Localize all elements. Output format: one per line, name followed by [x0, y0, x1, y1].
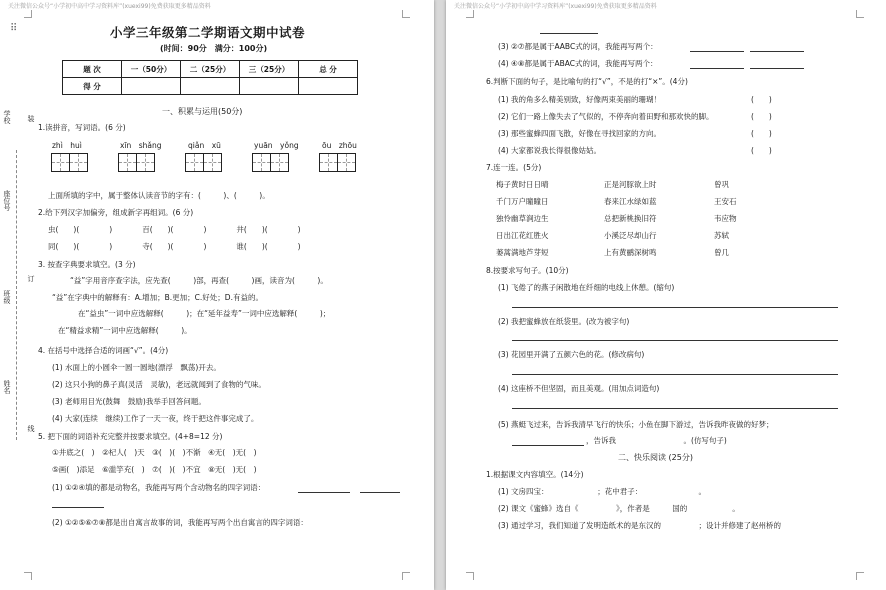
margin-label-class: 班级	[3, 290, 11, 304]
writing-grid-box[interactable]	[185, 153, 204, 172]
match-item-middle[interactable]: 正是河豚欲上时	[604, 180, 657, 189]
question-2-row: 同( )( ) 寺( )( ) 谁( )( )	[48, 242, 301, 251]
writing-grid-box[interactable]	[270, 153, 289, 172]
match-item-left[interactable]: 日出江花红胜火	[496, 231, 549, 240]
margin-label-seat: 座位号	[3, 190, 11, 211]
question-7: 7.连一连。(5分)	[486, 163, 542, 172]
judge-blank[interactable]: ( )	[751, 146, 772, 155]
answer-line[interactable]	[512, 340, 838, 341]
question-9-line: (2) 课文《蜜蜂》选自《 》，作者是 国的 。	[498, 504, 740, 513]
match-item-middle[interactable]: 上有黄鹂深树鸣	[604, 248, 657, 257]
answer-blank[interactable]	[750, 51, 804, 52]
answer-line[interactable]	[512, 307, 838, 308]
question-3-line: 在“精益求精”一词中应选解释( )。	[58, 326, 192, 335]
question-5-row: ⑤画( )添足 ⑥滥竽充( ) ⑦( )( )不宜 ⑧无( )无( )	[52, 465, 257, 474]
match-item-right[interactable]: 曾几	[714, 248, 729, 257]
exam-title: 小学三年级第二学期语文期中试卷	[110, 25, 306, 40]
match-item-left[interactable]: 梅子黄时日日晴	[496, 180, 549, 189]
answer-blank[interactable]	[690, 51, 744, 52]
match-item-left[interactable]: 蒌蒿满地芦芽短	[496, 248, 549, 257]
answer-blank[interactable]	[750, 68, 804, 69]
score-cell[interactable]	[181, 78, 240, 95]
page-header-watermark: 关注微信公众号“小学初中高中学习资料库”(xuexi99)免费获取更多精品资料	[8, 3, 211, 10]
question-5-row: ①井底之( ) ②杞人( )天 ③( )( )不渐 ④无( )无( )	[52, 448, 257, 457]
document-page-left	[0, 0, 434, 590]
question-5-sub-4: (4) ④⑧都是属于ABAC式的词，我能再写两个：	[498, 59, 658, 68]
margin-corner-mark	[24, 10, 32, 18]
margin-label-school: 学校	[3, 110, 11, 124]
question-8-line: (4) 这座桥不但坚固，而且美观。(用加点词造句)	[498, 384, 660, 393]
document-page-right	[446, 0, 886, 590]
pinyin-label: xīn shǎng	[120, 141, 162, 150]
question-3-line: “益”在字典中的解释有：A.增加；B.更加；C.好处；D.有益的。	[52, 293, 263, 302]
writing-grid-box[interactable]	[69, 153, 88, 172]
question-8-line: (1) 飞倦了的燕子闲散地在纤细的电线上休憩。(缩句)	[498, 283, 675, 292]
question-1: 1.读拼音，写词语。(6 分)	[38, 123, 126, 132]
question-3-line: “益”字用音序查字法，应先查( )部，再查( )画，读音为( )。	[70, 276, 328, 285]
answer-blank[interactable]	[360, 492, 400, 493]
match-item-middle[interactable]: 总把新桃换旧符	[604, 214, 657, 223]
question-4-line: (2) 这只小狗的鼻子真(灵活 灵敏)，老远就闻到了食物的气味。	[52, 380, 266, 389]
binding-line	[16, 150, 17, 440]
answer-blank[interactable]	[540, 33, 598, 34]
exam-subtitle: (时间：90分 满分：100分)	[160, 44, 268, 53]
score-header-cell: 一（50分）	[122, 61, 181, 78]
match-item-right[interactable]: 苏轼	[714, 231, 729, 240]
score-row-label: 得 分	[63, 78, 122, 95]
table-row	[63, 61, 358, 78]
question-9: 1.根据课文内容填空。(14分)	[486, 470, 584, 479]
margin-corner-mark	[466, 572, 474, 580]
margin-corner-mark	[24, 572, 32, 580]
question-9-line: (1) 文房四宝： ；花中君子： 。	[498, 487, 707, 496]
match-item-left[interactable]: 独怜幽草涧边生	[496, 214, 549, 223]
judge-blank[interactable]: ( )	[751, 112, 772, 121]
match-item-right[interactable]: 曾巩	[714, 180, 729, 189]
score-header-cell: 题 次	[63, 61, 122, 78]
question-3: 3. 按查字典要求填空。(3 分)	[38, 260, 136, 269]
margin-label-zhuang: 装	[27, 115, 35, 122]
question-2-row: 虫( )( ) 百( )( ) 井( )( )	[48, 225, 301, 234]
answer-blank[interactable]	[512, 445, 584, 446]
answer-line[interactable]	[512, 374, 838, 375]
writing-grid-box[interactable]	[252, 153, 271, 172]
writing-grid-box[interactable]	[118, 153, 137, 172]
margin-label-xian: 线	[27, 425, 35, 432]
writing-grid-box[interactable]	[51, 153, 70, 172]
question-5-sub-3: (3) ②⑦都是属于AABC式的词，我能再写两个：	[498, 42, 658, 51]
answer-line[interactable]	[512, 408, 838, 409]
judge-blank[interactable]: ( )	[751, 129, 772, 138]
pinyin-label: qiǎn xū	[188, 141, 221, 150]
writing-grid-box[interactable]	[203, 153, 222, 172]
pinyin-label: ōu zhōu	[322, 141, 357, 150]
question-5-sub-1: (1) ①②④填的都是动物名，我能再写两个含动物名的四字词语：	[52, 483, 266, 492]
question-6: 6.判断下面的句子，是比喻句的打“√”，不是的打“×”。(4分)	[486, 77, 688, 86]
question-2: 2.给下列汉字加偏旁，组成新字再组词。(6 分)	[38, 208, 194, 217]
margin-corner-mark	[466, 10, 474, 18]
question-3-line: 在“益虫”一词中应选解释( )；在“延年益寿”一词中应选解释( )；	[78, 309, 331, 318]
answer-blank[interactable]	[690, 68, 744, 69]
question-6-line: (2) 它们一路上像失去了气似的，不停奔向着田野和那欢快的脚。	[498, 112, 714, 121]
answer-blank[interactable]	[52, 507, 104, 508]
question-5: 5. 把下面的词语补充完整并按要求填空。(4+8=12 分)	[38, 432, 223, 441]
score-table	[62, 60, 358, 95]
score-cell[interactable]	[299, 78, 358, 95]
page-header-watermark: 关注微信公众号“小学初中高中学习资料库”(xuexi99)免费获取更多精品资料	[454, 3, 657, 10]
question-8-line: (5) 燕蜓飞过来，告诉我清早飞行的快乐；小鱼在脚下游过，告诉我昨夜做的好梦；	[498, 420, 774, 429]
margin-corner-mark	[856, 572, 864, 580]
match-item-middle[interactable]: 春来江水绿如蓝	[604, 197, 657, 206]
judge-blank[interactable]: ( )	[751, 95, 772, 104]
question-6-line: (4) 大家都说我长得很像姑姑。	[498, 146, 602, 155]
answer-blank[interactable]	[298, 492, 350, 493]
match-item-middle[interactable]: 小溪泛尽却山行	[604, 231, 657, 240]
margin-corner-mark	[856, 10, 864, 18]
question-4-line: (3) 老师用目光(鼓舞 鼓励)我举手回答问题。	[52, 397, 206, 406]
writing-grid-box[interactable]	[136, 153, 155, 172]
question-8-line: (3) 花园里开满了五颜六色的花。(修改病句)	[498, 350, 645, 359]
question-5-sub-2: (2) ①②⑤⑥⑦⑧都是出自寓言故事的词，我能再写两个出自寓言的四字词语：	[52, 518, 308, 527]
score-cell[interactable]	[240, 78, 299, 95]
writing-grid-box[interactable]	[337, 153, 356, 172]
question-8-line: (2) 我把蜜蜂放在纸袋里。(改为被字句)	[498, 317, 630, 326]
score-cell[interactable]	[122, 78, 181, 95]
margin-label-name: 姓名	[3, 380, 11, 394]
question-6-line: (3) 那些蜜蜂四面飞散，好像在寻找回家的方向。	[498, 129, 662, 138]
pinyin-label: yuān yǒng	[254, 141, 299, 150]
writing-grid-box[interactable]	[319, 153, 338, 172]
score-header-cell: 总 分	[299, 61, 358, 78]
question-4: 4. 在括号中选择合适的词画“√”。(4分)	[38, 346, 169, 355]
question-4-line: (1) 水面上的小圆伞一圆一圆地(漂浮 飘荡)开去。	[52, 363, 221, 372]
question-4-line: (4) 大家(连续 继续)工作了一天一夜，终于把这件事完成了。	[52, 414, 259, 423]
question-8: 8.按要求写句子。(10分)	[486, 266, 569, 275]
score-header-cell: 二（25分）	[181, 61, 240, 78]
score-header-cell: 三（25分）	[240, 61, 299, 78]
margin-corner-mark	[402, 10, 410, 18]
question-1-note: 上面所填的字中，属于整体认读音节的字有：( )、( )。	[48, 191, 270, 200]
margin-label-ding: 订	[27, 275, 35, 282]
margin-corner-mark	[402, 572, 410, 580]
match-item-right[interactable]: 韦应物	[714, 214, 737, 223]
drag-handle-icon[interactable]: ⠿	[10, 23, 19, 34]
match-item-left[interactable]: 千门万户瞳瞳日	[496, 197, 549, 206]
section-heading: 二、快乐阅读 (25分)	[618, 453, 693, 462]
match-item-right[interactable]: 王安石	[714, 197, 737, 206]
question-9-line: (3) 通过学习，我们知道了发明造纸术的是东汉的 ；设计并修建了赵州桥的	[498, 521, 782, 530]
section-heading: 一、积累与运用(50分)	[162, 107, 243, 116]
question-8-line-end: ，告诉我 。(仿写句子)	[586, 436, 727, 445]
table-row	[63, 78, 358, 95]
pinyin-label: zhì huì	[52, 141, 82, 150]
question-6-line: (1) 我的角多么精美别致，好像两束美丽的珊瑚！	[498, 95, 662, 104]
